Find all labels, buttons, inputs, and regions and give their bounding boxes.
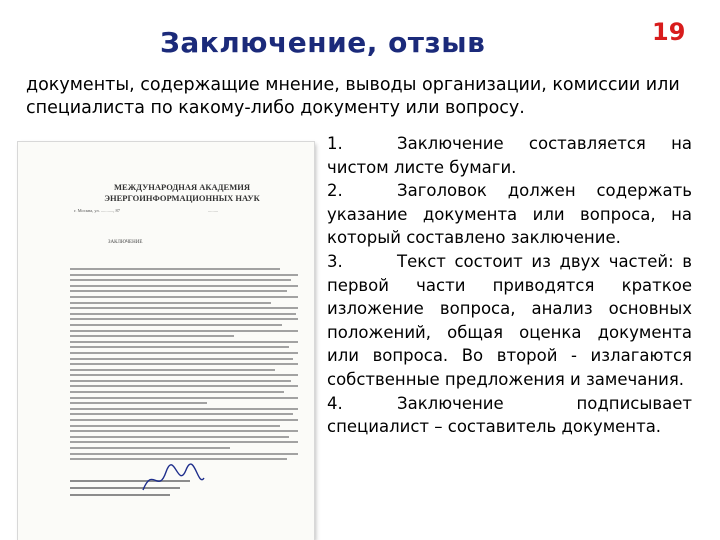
document-org-name: МЕЖДУНАРОДНАЯ АКАДЕМИЯ ЭНЕРГОИНФОРМАЦИОННЫХ НАУК <box>104 182 260 203</box>
step-text: Заключение составляется на чистом листе бумаги. <box>327 134 692 177</box>
signature-mark <box>138 460 208 500</box>
step-item <box>327 250 692 392</box>
step-text: Текст состоит из двух частей: в первой части приводятся краткое изложение вопроса, анализ основных положений, общая оценка документа или вопроса. Во второй - излагаются собственные предложения и замечания. <box>327 251 692 389</box>
document-scan-image <box>18 142 314 540</box>
step-text: Заключение подписывает специалист – составитель документа. <box>327 393 692 437</box>
slide-title: Заключение, отзыв <box>160 26 486 59</box>
step-item <box>327 392 692 439</box>
document-body-lines <box>70 268 298 464</box>
slide-number: 19 <box>652 18 686 46</box>
step-number: 4. <box>327 393 343 413</box>
document-phone-line: ......... <box>208 208 219 213</box>
definition-text: документы, содержащие мнение, выводы организации, комиссии или специалиста по какому-либо документу или вопросу. <box>26 75 680 118</box>
document-address-line: г. Москва, ул. ..........., 87 <box>74 208 121 213</box>
step-item <box>327 132 692 179</box>
document-heading: ЗАКЛЮЧЕНИЕ <box>108 240 143 245</box>
step-number: 2. <box>327 181 343 201</box>
steps-list <box>327 132 692 439</box>
step-number: 3. <box>327 251 343 271</box>
step-item <box>327 179 692 250</box>
step-number: 1. <box>327 134 343 153</box>
step-text: Заголовок должен содержать указание документа или вопроса, на который составлено заключение. <box>327 181 692 248</box>
